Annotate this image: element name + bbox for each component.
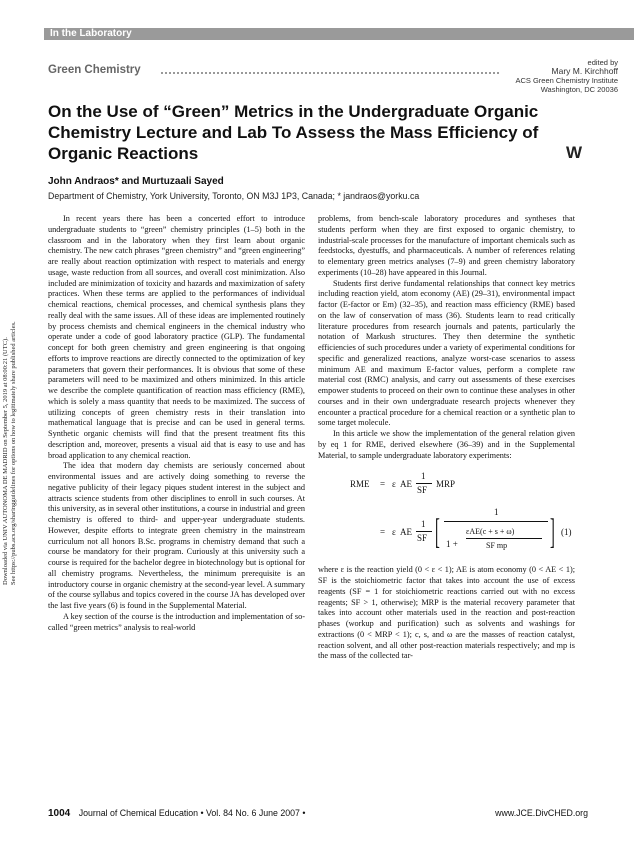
editor-block — [515, 58, 618, 94]
footer-bullet: • — [302, 808, 306, 818]
paragraph: A key section of the course is the introduction and implementation of so-called “green metrics” analysis to real-world — [48, 611, 305, 632]
eq-one-2: 1 — [421, 519, 426, 530]
left-bracket: [ — [435, 511, 440, 552]
footer-bullet: • — [200, 808, 204, 818]
equation-1 — [318, 467, 575, 559]
eq-equals-2: = — [380, 527, 386, 538]
article-authors: John Andraos* and Murtuzaali Sayed — [48, 176, 224, 187]
eq-inner-num: εAE(c + s + ω) — [466, 527, 515, 537]
page-number: 1004 — [48, 808, 71, 819]
eq-inner-den: SF mp — [486, 541, 508, 551]
paragraph: where ε is the reaction yield (0 < ε < 1); AE is atom economy (0 < AE < 1); SF is the stoichiometric factor that takes into account the use of excess reagents (SF = 1 for stoichiometric reactions carried out with no excess reagents; SF > 1, otherwise); MRP is the material recovery parameter that takes into account other materials used in the reaction and post-reaction phases (workup and purification) such as solvents and washings for extractions (0 < MRP < 1); c, s, and ω are the masses of reaction catalyst, reaction solvent, and all other post-reaction materials respectively; and mp is the mass of the collected tar- — [318, 565, 575, 661]
eq-lhs: RME — [350, 479, 370, 490]
web-enhanced-logo-icon: W — [566, 143, 583, 162]
paragraph: In this article we show the implementation of the general relation given by eq 1 for RME, derived elsewhere (36–39) and in the Supplemental Material, to sample undergraduate laboratory experiments: — [318, 429, 575, 460]
download-notice-line1: Downloaded via UNIV AUTONOMA DE MADRID on September 5, 2019 at 08:00:21 (UTC). — [2, 337, 9, 585]
eq-ae-2: AE — [400, 527, 412, 538]
eq-number: (1) — [561, 527, 572, 538]
eq-mrp: MRP — [436, 479, 456, 490]
fraction-bar — [416, 531, 432, 532]
section-bar: In the Laboratory — [44, 28, 634, 40]
eq-sf-2: SF — [417, 533, 428, 544]
eq-one: 1 — [421, 471, 426, 482]
paragraph: Students first derive fundamental relationships that connect key metrics including reaction yield, atom economy (AE) (29–31), environmental impact factor (E-factor or Em) (32–35), and reaction mass efficiency (RME) based on the law of conservation of mass (36). Students learn to read critically literature procedures from research journals and patents, particularly the notation of Markush structures. They then determine the synthetic efficiencies of such procedures under a variety of experimental conditions for specific and generalized reactions, analyze worst-case scenarios to assess minimum AE and maximum E-factor values, perform a complete raw material cost (RMC) analysis, and carry out assessments of these exercises empower students to proceed on their own to continue these analyses in other courses and in their own undergraduate research projects whenever they encounter a practical procedure for a chemical reaction or a synthetic plan to some target molecule. — [318, 278, 575, 428]
eq-eps: ε — [392, 479, 396, 490]
eq-one-plus: 1 + — [446, 539, 458, 550]
article-title: On the Use of “Green” Metrics in the Undergraduate Organic Chemistry Lecture and Lab To Assess the Mass Efficiency of Organic Reactions — [48, 102, 539, 163]
dotted-divider — [161, 72, 499, 74]
journal-name: Journal of Chemical Education — [78, 808, 199, 818]
fraction-bar — [444, 521, 548, 522]
eq-equals: = — [380, 479, 386, 490]
download-notice — [2, 321, 18, 585]
eq-ae: AE — [400, 479, 412, 490]
editor-name: Mary M. Kirchhoff — [551, 66, 618, 76]
editor-org: ACS Green Chemistry Institute — [515, 76, 618, 85]
editor-city: Washington, DC 20036 — [540, 85, 618, 94]
author-affiliation: Department of Chemistry, York University, Toronto, ON M3J 1P3, Canada; * jandraos@yorku.ca — [48, 191, 420, 201]
eq-one-3: 1 — [494, 507, 499, 518]
journal-url[interactable]: www.JCE.DivCHED.org — [495, 808, 588, 818]
right-column — [318, 214, 575, 662]
download-notice-line2: See https://pubs.acs.org/sharingguidelines for options on how to legitimately share published articles. — [10, 321, 17, 585]
paragraph: The idea that modern day chemists are seriously concerned about environmental issues and are actively doing something to reverse the negative publicity of their legacy piques student interest in the subject and attracts science students from other disciplines to enroll in such courses. At this university, as in several other institutions, a course in industrial and green chemistry is offered to third- and upper-year undergraduate students. However, despite efforts to integrate green chemistry in the mainstream curriculum not all honors B.Sc. programs in chemistry demand that such a course be mandatory for their program. Curiously at this university such a course is required for the bachelor degree in biotechnology but is optional for all chemistry programs. Nevertheless, the minimum prerequisite is an introductory course in organic chemistry at the second-year level. A summary of the course syllabus and topics covered in the course JA has developed over the last five years (6) is found in the Supplemental Material. — [48, 461, 305, 610]
right-bracket: ] — [550, 511, 555, 552]
fraction-bar — [416, 483, 432, 484]
paragraph: In recent years there has been a concerted effort to introduce undergraduate students to “green” chemistry principles (1–5) both in the classroom and in the laboratory when they first learn about organic chemistry. The new catch phrases “green chemistry” and “green engineering” are really about reaction optimization with respect to materials and energy usage, waste reduction from all sources, and overall cost minimization. Also included are minimization of toxicity and hazards and maximization of safety practices. When these terms are applied to the performances of individual chemical reactions, chemical processes, and chemical synthesis plans they really deal with the same issues. All of these ideas are implemented routinely by process chemists and chemical engineers in the chemical industry who operate under a code of good laboratory practice (GLP). The fundamental concept for both green chemistry and green engineering is that ongoing efforts to improve reactions are directly connected to the optimization of key parameters that govern their performances. It is obvious that some of these parameters will need to be maximized and others minimized. In this article we describe the complete quantification of reaction mass efficiency (RME), which is solely a mass quantity that needs to be maximized. The success of utilizing concepts of green chemistry rests in their translation into mathematical language that is precise and can be used in general terms. Synthetic organic chemists will find that the present treatment fits this description and, moreover, presents a visual aid that is easy to use and has broad application to any chemical reaction. — [48, 214, 305, 460]
eq-sf: SF — [417, 485, 428, 496]
journal-volume: Vol. 84 No. 6 June 2007 — [206, 808, 300, 818]
page-footer — [48, 808, 588, 819]
section-name: Green Chemistry — [48, 64, 141, 76]
fraction-bar — [466, 538, 542, 539]
paragraph: problems, from bench-scale laboratory procedures and syntheses that students perform when they are first exposed to organic chemistry, to industrial-scale processes for the manufacture of important chemicals such as feedstocks, dyestuffs, and pharmaceuticals. A number of references relating to elementary green metrics analyses (7–9) and green chemistry laboratory experiments (10–28) have appeared in this Journal. — [318, 214, 575, 277]
eq-eps-2: ε — [392, 527, 396, 538]
edited-by-label: edited by — [587, 58, 618, 67]
left-column — [48, 214, 305, 633]
